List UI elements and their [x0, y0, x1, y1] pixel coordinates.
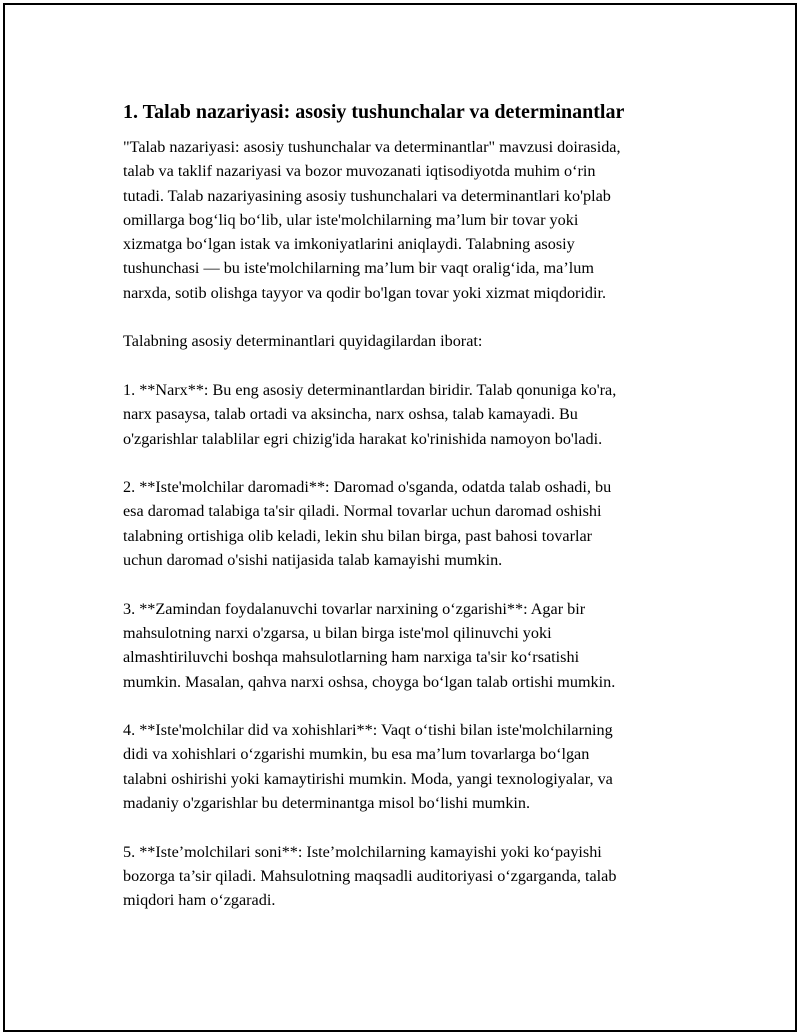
text-line: 3. **Zamindan foydalanuvchi tovarlar narxining o‘zgarishi**: Agar bir — [123, 599, 586, 618]
text-line: narx pasaysa, talab ortadi va aksincha, narx oshsa, talab kamayadi. Bu — [123, 405, 578, 424]
text-line: uchun daromad o'sishi natijasida talab kamayishi mumkin. — [123, 551, 503, 570]
determinant-related-goods-paragraph — [123, 597, 698, 694]
text-line: narxda, sotib olishga tayyor va qodir bo'lgan tovar yoki xizmat miqdoridir. — [123, 283, 607, 302]
determinant-consumers-count-paragraph — [123, 840, 698, 913]
text-line: mahsulotning narxi o'zgarsa, u bilan birga iste'mol qilinuvchi yoki — [123, 623, 552, 642]
text-line: bozorga ta’sir qiladi. Mahsulotning maqsadli auditoriyasi o‘zgarganda, talab — [123, 866, 617, 885]
intro-paragraph — [123, 135, 698, 305]
text-line: tutadi. Talab nazariyasining asosiy tushunchalari va determinantlari ko'plab — [123, 186, 611, 205]
text-line: "Talab nazariyasi: asosiy tushunchalar va determinantlar" mavzusi doirasida, — [123, 138, 621, 156]
text-line: mumkin. Masalan, qahva narxi oshsa, choyga bo‘lgan talab ortishi mumkin. — [123, 672, 616, 691]
determinant-price-paragraph — [123, 378, 698, 451]
text-line: o'zgarishlar talablilar egri chizig'ida harakat ko'rinishida namoyon bo'ladi. — [123, 429, 603, 448]
text-line: omillarga bog‘liq bo‘lib, ular iste'molchilarning ma’lum bir tovar yoki — [123, 210, 579, 229]
determinants-intro-paragraph — [123, 329, 698, 353]
text-line: tushunchasi — bu iste'molchilarning ma’lum bir vaqt oralig‘ida, ma’lum — [123, 259, 594, 278]
section-heading: 1. Talab nazariyasi: asosiy tushunchalar va determinantlar — [123, 101, 625, 123]
text-line: talabni oshirishi yoki kamaytirishi mumkin. Moda, yangi texnologiyalar, va — [123, 769, 613, 788]
text-line: almashtiriluvchi boshqa mahsulotlarning ham narxiga ta'sir ko‘rsatishi — [123, 648, 580, 667]
text-line: didi va xohishlari o‘zgarishi mumkin, bu esa ma’lum tovarlarga bo‘lgan — [123, 745, 590, 764]
text-line: miqdori ham o‘zgaradi. — [123, 891, 276, 910]
text-line: 1. **Narx**: Bu eng asosiy determinantlardan biridir. Talab qonuniga ko'ra, — [123, 380, 617, 399]
text-line: 4. **Iste'molchilar did va xohishlari**: Vaqt o‘tishi bilan iste'molchilarning — [123, 721, 613, 740]
document-body — [123, 100, 698, 937]
text-line: 5. **Iste’molchilari soni**: Iste’molchilarning kamayishi yoki ko‘payishi — [123, 842, 602, 861]
text-line: Talabning asosiy determinantlari quyidagilardan iborat: — [123, 332, 483, 351]
determinant-tastes-paragraph — [123, 718, 698, 815]
text-line: 2. **Iste'molchilar daromadi**: Daromad o'sganda, odatda talab oshadi, bu — [123, 478, 612, 497]
text-line: talabning ortishiga olib keladi, lekin shu bilan birga, past bahosi tovarlar — [123, 526, 593, 545]
text-line: talab va taklif nazariyasi va bozor muvozanati iqtisodiyotda muhim o‘rin — [123, 162, 596, 181]
text-line: madaniy o'zgarishlar bu determinantga misol bo‘lishi mumkin. — [123, 794, 531, 813]
text-line: xizmatga bo‘lgan istak va imkoniyatlarini aniqlaydi. Talabning asosiy — [123, 235, 575, 254]
determinant-income-paragraph — [123, 475, 698, 572]
page-frame — [3, 3, 797, 1032]
text-line: esa daromad talabiga ta'sir qiladi. Normal tovarlar uchun daromad oshishi — [123, 502, 602, 521]
